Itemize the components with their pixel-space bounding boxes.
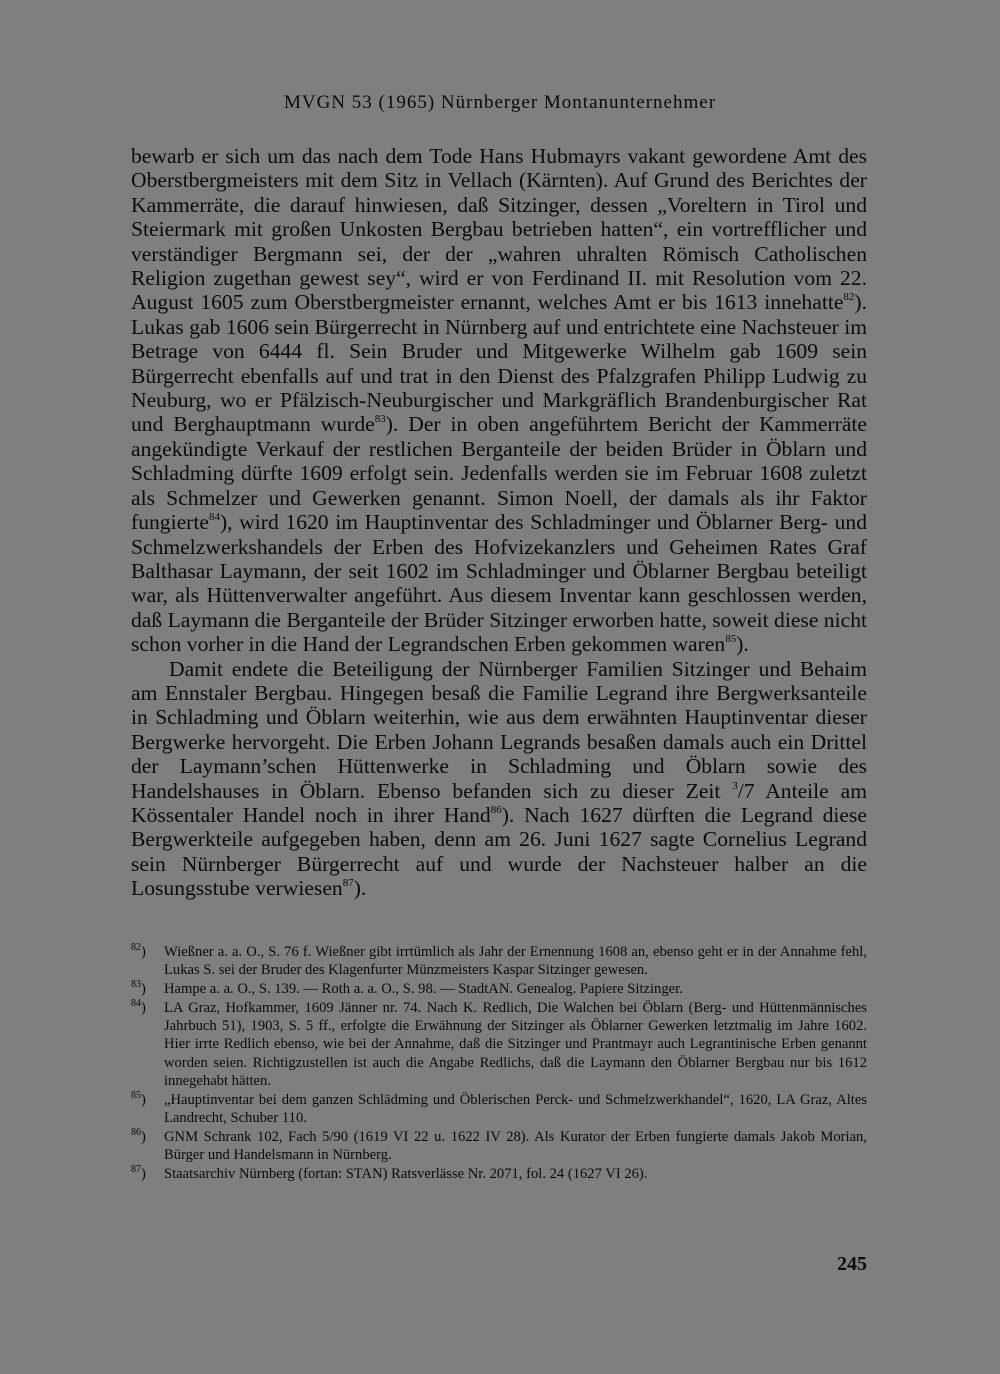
paragraph-2: [131, 657, 867, 901]
paragraph-text: ). Lukas gab 1606 sein Bürgerrecht in Nürnberg auf und entrichtete eine Nachsteuer im Betrage von 6444 fl. Sein Bruder und Mitgewerke Wilhelm gab 1609 sein Bürgerrecht ebenfalls auf und trat in den Dienst des Pfalzgrafen Philipp Ludwig zu Neuburg, wo er Pfälzisch-Neuburgischer und Markgräflich Brandenburgischer Rat und Berghauptmann wurde: [131, 290, 867, 437]
footnote-number: $^{83}$): [131, 979, 146, 998]
footnote-text: Wießner a. a. O., S. 76 f. Wießner gibt irrtümlich als Jahr der Ernennung 1608 an, ebenso geht er in der Annahme fehl, Lukas S. sei der Bruder des Klagenfurter Münzmeisters Kaspar Sitzinger gewesen.: [164, 944, 867, 979]
footnote-ref: 83: [374, 413, 386, 426]
footnote-text: LA Graz, Hofkammer, 1609 Jänner nr. 74. Nach K. Redlich, Die Walchen bei Öblarn (Berg- und Hüttenmännisches Jahrbuch 51), 1903, S. 5 ff., erfolgte die Erwähnung der Sitzinger als Öblarner Gewerken letztmalig im Jahre 1602. Hier irrte Redlich ebenso, wie bei der Annahme, daß die Sitzinger und Prantmayr auch Legrantinische Erben genannt worden seien. Richtigzustellen ist auch die Angabe Redlichs, daß die Laymann den Öblarner Bergbau nur bis 1612 innegehabt hätten.: [164, 1000, 867, 1089]
running-head: MVGN 53 (1965) Nürnberger Montanunternehmer: [283, 92, 717, 113]
footnote-ref: 87: [342, 877, 354, 890]
footnote-text: GNM Schrank 102, Fach 5/90 (1619 VI 22 u. 1622 IV 28). Als Kurator der Erben fungierte damals Jakob Morian, Bürger und Handelsmann in Nürnberg.: [164, 1128, 867, 1164]
footnote-ref: 86: [490, 803, 502, 816]
footnotes: [131, 943, 867, 1184]
footnote: [131, 1128, 867, 1164]
footnote-ref: 82: [843, 291, 855, 304]
paragraph-1: [131, 144, 867, 657]
footnote-number: $^{82}$): [131, 942, 146, 960]
footnote: [131, 999, 867, 1089]
page-number: 245: [837, 1253, 867, 1275]
paragraph-text: bewarb er sich um das nach dem Tode Hans Hubmayrs vakant gewordene Amt des Oberstbergmeisters mit dem Sitz in Vellach (Kärnten). Auf Grund des Berichtes der Kammerräte, die darauf hinwiesen, daß Sitzinger, dessen „Voreltern in Tirol und Steiermark mit großen Unkosten Bergbau betrieben hatten“, ein vortrefflicher und verständiger Bergmann sei, der der „wahren uhralten Römisch Catholischen Religion zugethan gewest sey“, wird er von Ferdinand II. mit Resolution vom 22. August 1605 zum Oberstbergmeister ernannt, welches Amt er bis 1613 innehatte: [131, 144, 867, 315]
footnote: [131, 1165, 867, 1183]
paragraph-text: ).: [736, 632, 749, 657]
fraction-denominator: /7: [737, 778, 755, 803]
paragraph-text: ).: [353, 876, 367, 901]
paragraph-text: ). Nach 1627 dürften die Legrand diese Bergwerkteile aufgegeben haben, denn am 26. Juni 1627 sagte Cornelius Legrand sein Nürnberger Bürgerrecht auf und wurde der Nachsteuer halber an die Losungsstube verwiesen: [131, 802, 867, 901]
footnote-number: $^{86}$): [131, 1126, 146, 1145]
fraction-numerator: 3: [732, 779, 738, 792]
footnote-number: $^{84}$): [131, 998, 146, 1017]
footnote: [131, 943, 867, 979]
body-text: [131, 144, 867, 901]
footnote-ref: 84: [208, 511, 220, 524]
footnote-number: $^{87}$): [131, 1164, 146, 1183]
footnote-ref: 85: [725, 633, 737, 646]
paragraph-text: Damit endete die Beteiligung der Nürnberger Familien Sitzinger und Behaim am Ennstaler Bergbau. Hingegen besaß die Familie Legrand ihre Bergwerksanteile in Schladming und Öblarn weiterhin, wie aus dem erwähnten Hauptinventar dieser Bergwerke hervorgeht. Die Erben Johann Legrands besaßen damals auch ein Drittel der Laymann’schen Hüttenwerke in Schladming und Öblarn sowie des Handelshauses in Öblarn. Ebenso befanden sich zu dieser Zeit: [131, 656, 867, 803]
paragraph-text: ). Der in oben angeführtem Bericht der Kammerräte angekündigte Verkauf der restlichen Berganteile der beiden Brüder in Öblarn und Schladming dürfte 1609 erfolgt sein. Jedenfalls werden sie im Februar 1608 zuletzt als Schmelzer und Gewerken genannt. Simon Noell, der damals als ihr Faktor fungierte: [131, 412, 867, 535]
paragraph-text: ), wird 1620 im Hauptinventar des Schladminger und Öblarner Berg- und Schmelzwerkshandels der Erben des Hofvizekanzlers und Geheimen Rates Graf Balthasar Laymann, der seit 1602 im Schladminger und Öblarner Bergbau beteiligt war, als Hüttenverwalter angeführt. Aus diesem Inventar kann geschlossen werden, daß Laymann die Berganteile der Brüder Sitzinger erworben hatte, soweit diese nicht schon vorher in die Hand der Legrandschen Erben gekommen waren: [131, 510, 867, 657]
paragraph-text: Anteile am Kössentaler Handel noch in ihrer Hand: [131, 778, 867, 827]
footnote-text: „Hauptinventar bei dem ganzen Schlädming und Öblerischen Perck- und Schmelzwerkhandel“, 1620, LA Graz, Altes Landrecht, Schuber 110.: [164, 1091, 867, 1126]
footnote-text: Staatsarchiv Nürnberg (fortan: STAN) Ratsverlässe Nr. 2071, fol. 24 (1627 VI 26).: [164, 1166, 648, 1183]
footnote: [131, 1091, 867, 1127]
footnote-number: $^{85}$): [131, 1089, 146, 1108]
footnote-text: Hampe a. a. O., S. 139. — Roth a. a. O., S. 98. — StadtAN. Genealog. Papiere Sitzinger.: [164, 981, 683, 998]
footnote: [131, 980, 867, 998]
